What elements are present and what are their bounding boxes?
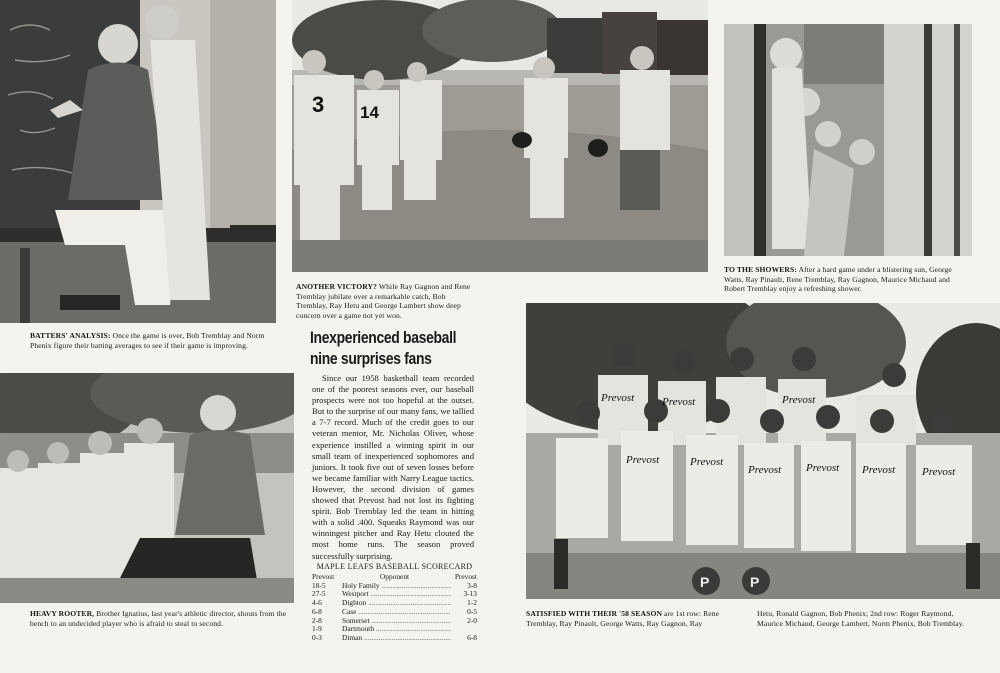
caption-showers xyxy=(724,265,972,294)
caption-team-lead: SATISFIED WITH THEIR '58 SEASON xyxy=(526,609,663,618)
caption-team-text-left: are 1st row: Rene Tremblay, Ray Pinault, George Watts, Ray Gagnon, Ray xyxy=(526,609,720,628)
score-prevost-left: 4-6 xyxy=(312,598,322,608)
caption-victory-lead: ANOTHER VICTORY? xyxy=(296,282,378,291)
caption-batters-lead: BATTERS' ANALYSIS: xyxy=(30,331,111,340)
scorecard-header xyxy=(312,573,477,582)
score-prevost-left: 18-5 xyxy=(312,580,326,590)
caption-rooter-lead: HEAVY ROOTER, xyxy=(30,609,95,618)
score-opponent: Dartmouth ..... xyxy=(342,625,451,634)
score-prevost-left: 27-5 xyxy=(312,589,326,599)
jersey-number-14: 14 xyxy=(360,103,379,122)
caption-showers-lead: TO THE SHOWERS: xyxy=(724,265,797,274)
photo-heavy-rooter xyxy=(0,373,294,603)
photo-team-1958 xyxy=(526,303,1000,599)
jersey-text: Prevost xyxy=(862,464,896,476)
jersey-text: Prevost xyxy=(782,394,816,406)
article-headline xyxy=(310,327,458,369)
score-prevost-right: 0-5 xyxy=(467,606,477,616)
score-prevost-right: 6-8 xyxy=(467,632,477,642)
scorecard-row xyxy=(312,625,477,634)
score-prevost-right: 1-2 xyxy=(467,598,477,608)
score-opponent: Diman ..... xyxy=(342,634,451,643)
score-opponent: Westport ..... xyxy=(342,590,451,599)
score-prevost-right: 2-0 xyxy=(467,615,477,625)
scorecard-row xyxy=(312,599,477,608)
score-prevost-left: 6-8 xyxy=(312,606,322,616)
scorecard-row xyxy=(312,634,477,643)
scorecard-row xyxy=(312,617,477,626)
caption-team-text-right: Hetu, Ronald Gagnon, Bob Phenix; 2nd row: Roger Raymond, Maurice Michaud, George Lambert, Norm Phenix, Bob Tremblay. xyxy=(757,609,965,628)
jersey-text: Prevost xyxy=(690,456,724,468)
jersey-number-3: 3 xyxy=(312,92,325,117)
scorecard-title: MAPLE LEAFS BASEBALL SCORECARD xyxy=(316,562,473,571)
cap-letter: P xyxy=(700,574,710,590)
scorecard-header-left: Prevost xyxy=(312,572,335,581)
score-prevost-right: 3-13 xyxy=(463,589,477,599)
caption-team-left xyxy=(526,609,746,628)
score-opponent: Holy Family ..... xyxy=(342,582,451,591)
cap-letter: P xyxy=(750,574,760,590)
caption-showers-text: After a hard game under a blistering sun, George Watts, Ray Pinault, Rene Tremblay, Ray Gagnon, Maurice Michaud and Robert Tremblay enjoy a refreshing shower. xyxy=(724,265,952,294)
jersey-text: Prevost xyxy=(748,464,782,476)
caption-victory xyxy=(296,282,478,320)
jersey-text: Prevost xyxy=(662,396,696,408)
score-prevost-left: 0-3 xyxy=(312,632,322,642)
score-opponent: Case ..... xyxy=(342,608,451,617)
scorecard-header-middle: Opponent xyxy=(379,572,410,581)
score-opponent: Somerset ..... xyxy=(342,617,451,626)
photo-to-the-showers xyxy=(724,24,972,256)
caption-victory-text: While Ray Gagnon and Rene Tremblay jubilate over a remarkable catch, Bob Tremblay, Ray Hetu and George Lambert show deep concern over a game not yet won. xyxy=(296,282,471,320)
caption-rooter-text: Brother Ignatius, last year's athletic director, shouts from the bench to an undecided player who is afraid to steal to second. xyxy=(30,609,287,628)
jersey-text: Prevost xyxy=(922,466,956,478)
score-prevost-left: 1-9 xyxy=(312,624,322,634)
score-prevost-left: 2-8 xyxy=(312,615,322,625)
headline-line-2: nine surprises fans xyxy=(310,349,432,368)
caption-batters xyxy=(30,331,276,350)
caption-team-right xyxy=(757,609,972,628)
scorecard-table xyxy=(312,573,477,643)
article-body: Since our 1958 basketball team recorded one of the poorest seasons ever, our baseball prospects were not too hopeful at the outset. But to the surprise of our many fans, we tallied a 7-7 record. Much of the credit goes to our veteran mentor, Mr. Nicholas Oliver, whose experience instilled a winning spirit in our small team of inexperienced sophomores and juniors. It took five out of seven losses before we became familiar with Narry League tactics. However, the second division of games showed that Prevost had not lost its fighting spirit. Bob Tremblay led the team in hitting with a solid .400. Squeaks Raymond was our winningest pitcher and Ray Hetu clouted the most home runs. The season proved successfully surprising. xyxy=(312,373,474,561)
score-opponent: Dighton ..... xyxy=(342,599,451,608)
scorecard-row xyxy=(312,608,477,617)
photo-another-victory xyxy=(292,0,708,272)
jersey-text: Prevost xyxy=(601,392,635,404)
scorecard-header-right: Prevost xyxy=(454,572,477,581)
photo-batters-analysis xyxy=(0,0,276,323)
scorecard-row xyxy=(312,590,477,599)
score-prevost-right: 3-8 xyxy=(467,580,477,590)
headline-line-1: Inexperienced baseball xyxy=(310,328,457,347)
jersey-text: Prevost xyxy=(806,462,840,474)
caption-rooter xyxy=(30,609,298,628)
caption-batters-text: Once the game is over, Bob Tremblay and Norm Phenix figure their batting averages to see if their game is improving. xyxy=(30,331,265,350)
scorecard-row xyxy=(312,582,477,591)
jersey-text: Prevost xyxy=(626,454,660,466)
